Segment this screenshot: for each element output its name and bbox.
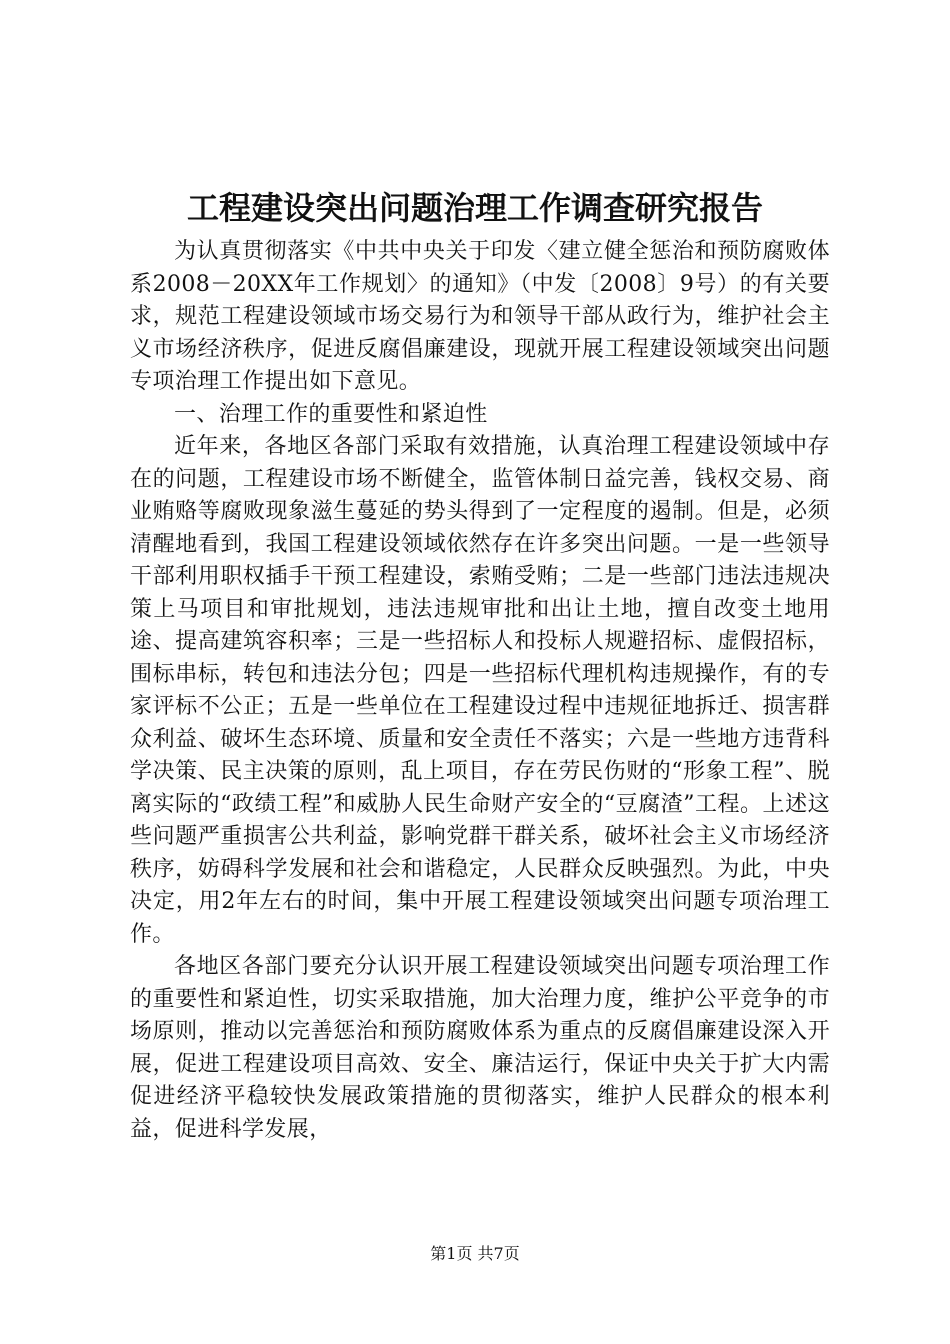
- paragraph-requirements: 各地区各部门要充分认识开展工程建设领域突出问题专项治理工作的重要性和紧迫性，切实采取措施，加大治理力度，维护公平竞争的市场原则，推动以完善惩治和预防腐败体系为重点的反腐倡廉建设深入开展，促进工程建设项目高效、安全、廉洁运行，保证中央关于扩大内需促进经济平稳较快发展政策措施的贯彻落实，维护人民群众的根本利益，促进科学发展，: [130, 954, 830, 1142]
- paragraph-intro: 为认真贯彻落实《中共中央关于印发〈建立健全惩治和预防腐败体系2008－20XX年工作规划〉的通知》（中发〔2008〕9号）的有关要求，规范工程建设领域市场交易行为和领导干部从政行为，维护社会主义市场经济秩序，促进反腐倡廉建设，现就开展工程建设领域突出问题专项治理工作提出如下意见。: [130, 239, 830, 394]
- document-title: 工程建设突出问题治理工作调查研究报告: [186, 189, 763, 227]
- document-body: [130, 236, 830, 1146]
- section-heading-1: 一、治理工作的重要性和紧迫性: [174, 401, 488, 427]
- paragraph-problems: 近年来，各地区各部门采取有效措施，认真治理工程建设领域中存在的问题，工程建设市场不断健全，监管体制日益完善，钱权交易、商业贿赂等腐败现象滋生蔓延的势头得到了一定程度的遏制。但是，必须清醒地看到，我国工程建设领域依然存在许多突出问题。一是一些领导干部利用职权插手干预工程建设，索贿受贿；二是一些部门违法违规决策上马项目和审批规划，违法违规审批和出让土地，擅自改变土地用途、提高建筑容积率；三是一些招标人和投标人规避招标、虚假招标，围标串标，转包和违法分包；四是一些招标代理机构违规操作，有的专家评标不公正；五是一些单位在工程建设过程中违规征地拆迁、损害群众利益、破坏生态环境、质量和安全责任不落实；六是一些地方违背科学决策、民主决策的原则，乱上项目，存在劳民伤财的“形象工程”、脱离实际的“政绩工程”和威胁人民生命财产安全的“豆腐渣”工程。上述这些问题严重损害公共利益，影响党群干群关系，破坏社会主义市场经济秩序，妨碍科学发展和社会和谐稳定，人民群众反映强烈。为此，中央决定，用2年左右的时间，集中开展工程建设领域突出问题专项治理工作。: [130, 434, 830, 947]
- page-number-footer: 第1页 共7页: [430, 1244, 520, 1263]
